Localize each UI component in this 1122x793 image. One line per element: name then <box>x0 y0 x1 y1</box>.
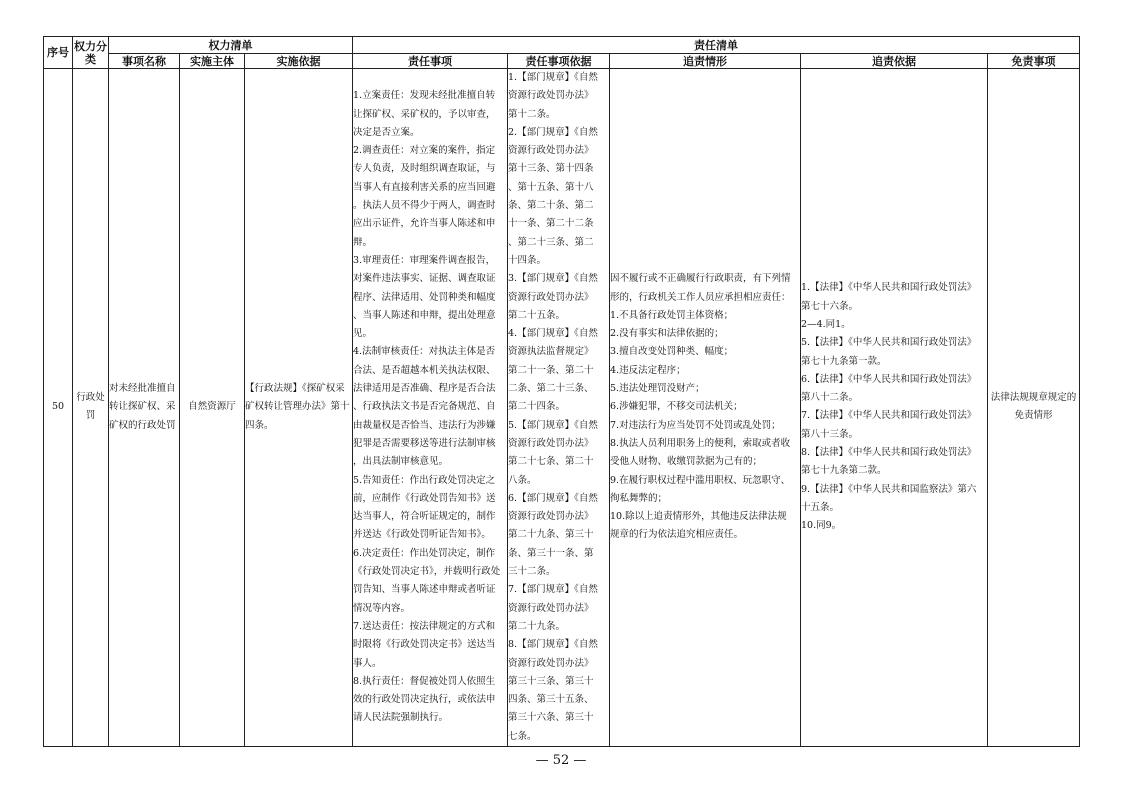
responsibility-table <box>43 36 1080 747</box>
table-row <box>44 69 1080 747</box>
page-number: — 52 — <box>535 753 587 768</box>
header-exemption: 免责事项 <box>988 54 1080 69</box>
header-resp-items: 责任事项 <box>353 54 508 69</box>
header-subject: 实施主体 <box>180 54 245 69</box>
header-resp-basis: 责任事项依据 <box>508 54 610 69</box>
cell-resp-basis: 1.【部门规章】《自然 资源行政处罚办法》 第十二条。 2.【部门规章】《自然 资源行政处罚办法》 第十三条、第十四条 、第十五条、第十八 条、第二十条、第二 十一条、第二十二条 、第二十三条、第二 十四条。 3.【部门规章】《自然 资源行政处罚办法》 第二十五条。 4.【部门规章】《自然 资源执法监督规定》 第二十一条、第二十 二条、第二十三条、 第二十四条。 5.【部门规章】《自然 资源行政处罚办法》 第二十七条、第二十 八条。 6.【部门规章】《自然 资源行政处罚办法》 第二十九条、第三十 条、第三十一条、第 三十二条。 7.【部门规章】《自然 资源行政处罚办法》 第二十九条。 8.【部门规章】《自然 资源行政处罚办法》 第三十三条、第三十 四条、第三十五条、 第三十六条、第三十 七条。 <box>508 69 610 747</box>
cell-item-name: 对未经批准擅自转让探矿权、采矿权的行政处罚 <box>109 69 180 747</box>
header-seq: 序号 <box>44 37 73 69</box>
cell-seq: 50 <box>44 69 73 747</box>
header-category: 权力分类 <box>73 37 109 69</box>
header-acc-basis: 追责依据 <box>801 54 988 69</box>
header-basis: 实施依据 <box>245 54 353 69</box>
cell-accountability: 因不履行或不正确履行行政职责，有下列情 形的，行政机关工作人员应承担相应责任： 1.不具备行政处罚主体资格； 2.没有事实和法律依据的； 3.擅自改变处罚种类、幅度； 4.违反法定程序； 5.违法处理罚没财产； 6.涉嫌犯罪，不移交司法机关； 7.对违法行为应当处罚不处罚或乱处罚； 8.执法人员利用职务上的便利，索取或者收 受他人财物、收缴罚款据为己有的； 9.在履行职权过程中滥用职权、玩忽职守、 徇私舞弊的； 10.除以上追责情形外，其他违反法律法规 规章的行为依法追究相应责任。 <box>610 69 801 747</box>
header-item-name: 事项名称 <box>109 54 180 69</box>
cell-exemption: 法律法规规章规定的免责情形 <box>988 69 1080 747</box>
header-power-list: 权力清单 <box>109 37 353 54</box>
cell-subject: 自然资源厅 <box>180 69 245 747</box>
header-accountability: 追责情形 <box>610 54 801 69</box>
cell-acc-basis: 1.【法律】《中华人民共和国行政处罚法》 第七十六条。 2—4.同1。 5.【法律】《中华人民共和国行政处罚法》 第七十九条第一款。 6.【法律】《中华人民共和国行政处罚法》 第八十二条。 7.【法律】《中华人民共和国行政处罚法》 第八十三条。 8.【法律】《中华人民共和国行政处罚法》 第七十九条第二款。 9.【法律】《中华人民共和国监察法》第六 十五条。 10.同9。 <box>801 69 988 747</box>
cell-category: 行政处罚 <box>73 69 109 747</box>
cell-basis: 【行政法规】《探矿权采矿权转让管理办法》第十四条。 <box>245 69 353 747</box>
cell-resp-items: 1.立案责任：发现未经批准擅自转 让探矿权、采矿权的，予以审查， 决定是否立案。 2.调查责任：对立案的案件，指定 专人负责，及时组织调查取证，与 当事人有直接利害关系的应当回避 。执法人员不得少于两人，调查时 应出示证件，允许当事人陈述和申 辩。 3.审理责任：审理案件调查报告， 对案件违法事实、证据、调查取证 程序、法律适用、处罚种类和幅度 、当事人陈述和申辩，提出处理意 见。 4.法制审核责任：对执法主体是否 合法、是否超越本机关执法权限、 法律适用是否准确、程序是否合法 、行政执法文书是否完备规范、自 由裁量权是否恰当、违法行为涉嫌 犯罪是否需要移送等进行法制审核 ，出具法制审核意见。 5.告知责任：作出行政处罚决定之 前，应制作《行政处罚告知书》送 达当事人，符合听证规定的，制作 并送达《行政处罚听证告知书》。 6.决定责任：作出处罚决定，制作 《行政处罚决定书》，并载明行政处 罚告知、当事人陈述申辩或者听证 情况等内容。 7.送达责任：按法律规定的方式和 时限将《行政处罚决定书》送达当 事人。 8.执行责任：督促被处罚人依照生 效的行政处罚决定执行，或依法申 请人民法院强制执行。 <box>353 69 508 747</box>
header-responsibility-list: 责任清单 <box>353 37 1080 54</box>
